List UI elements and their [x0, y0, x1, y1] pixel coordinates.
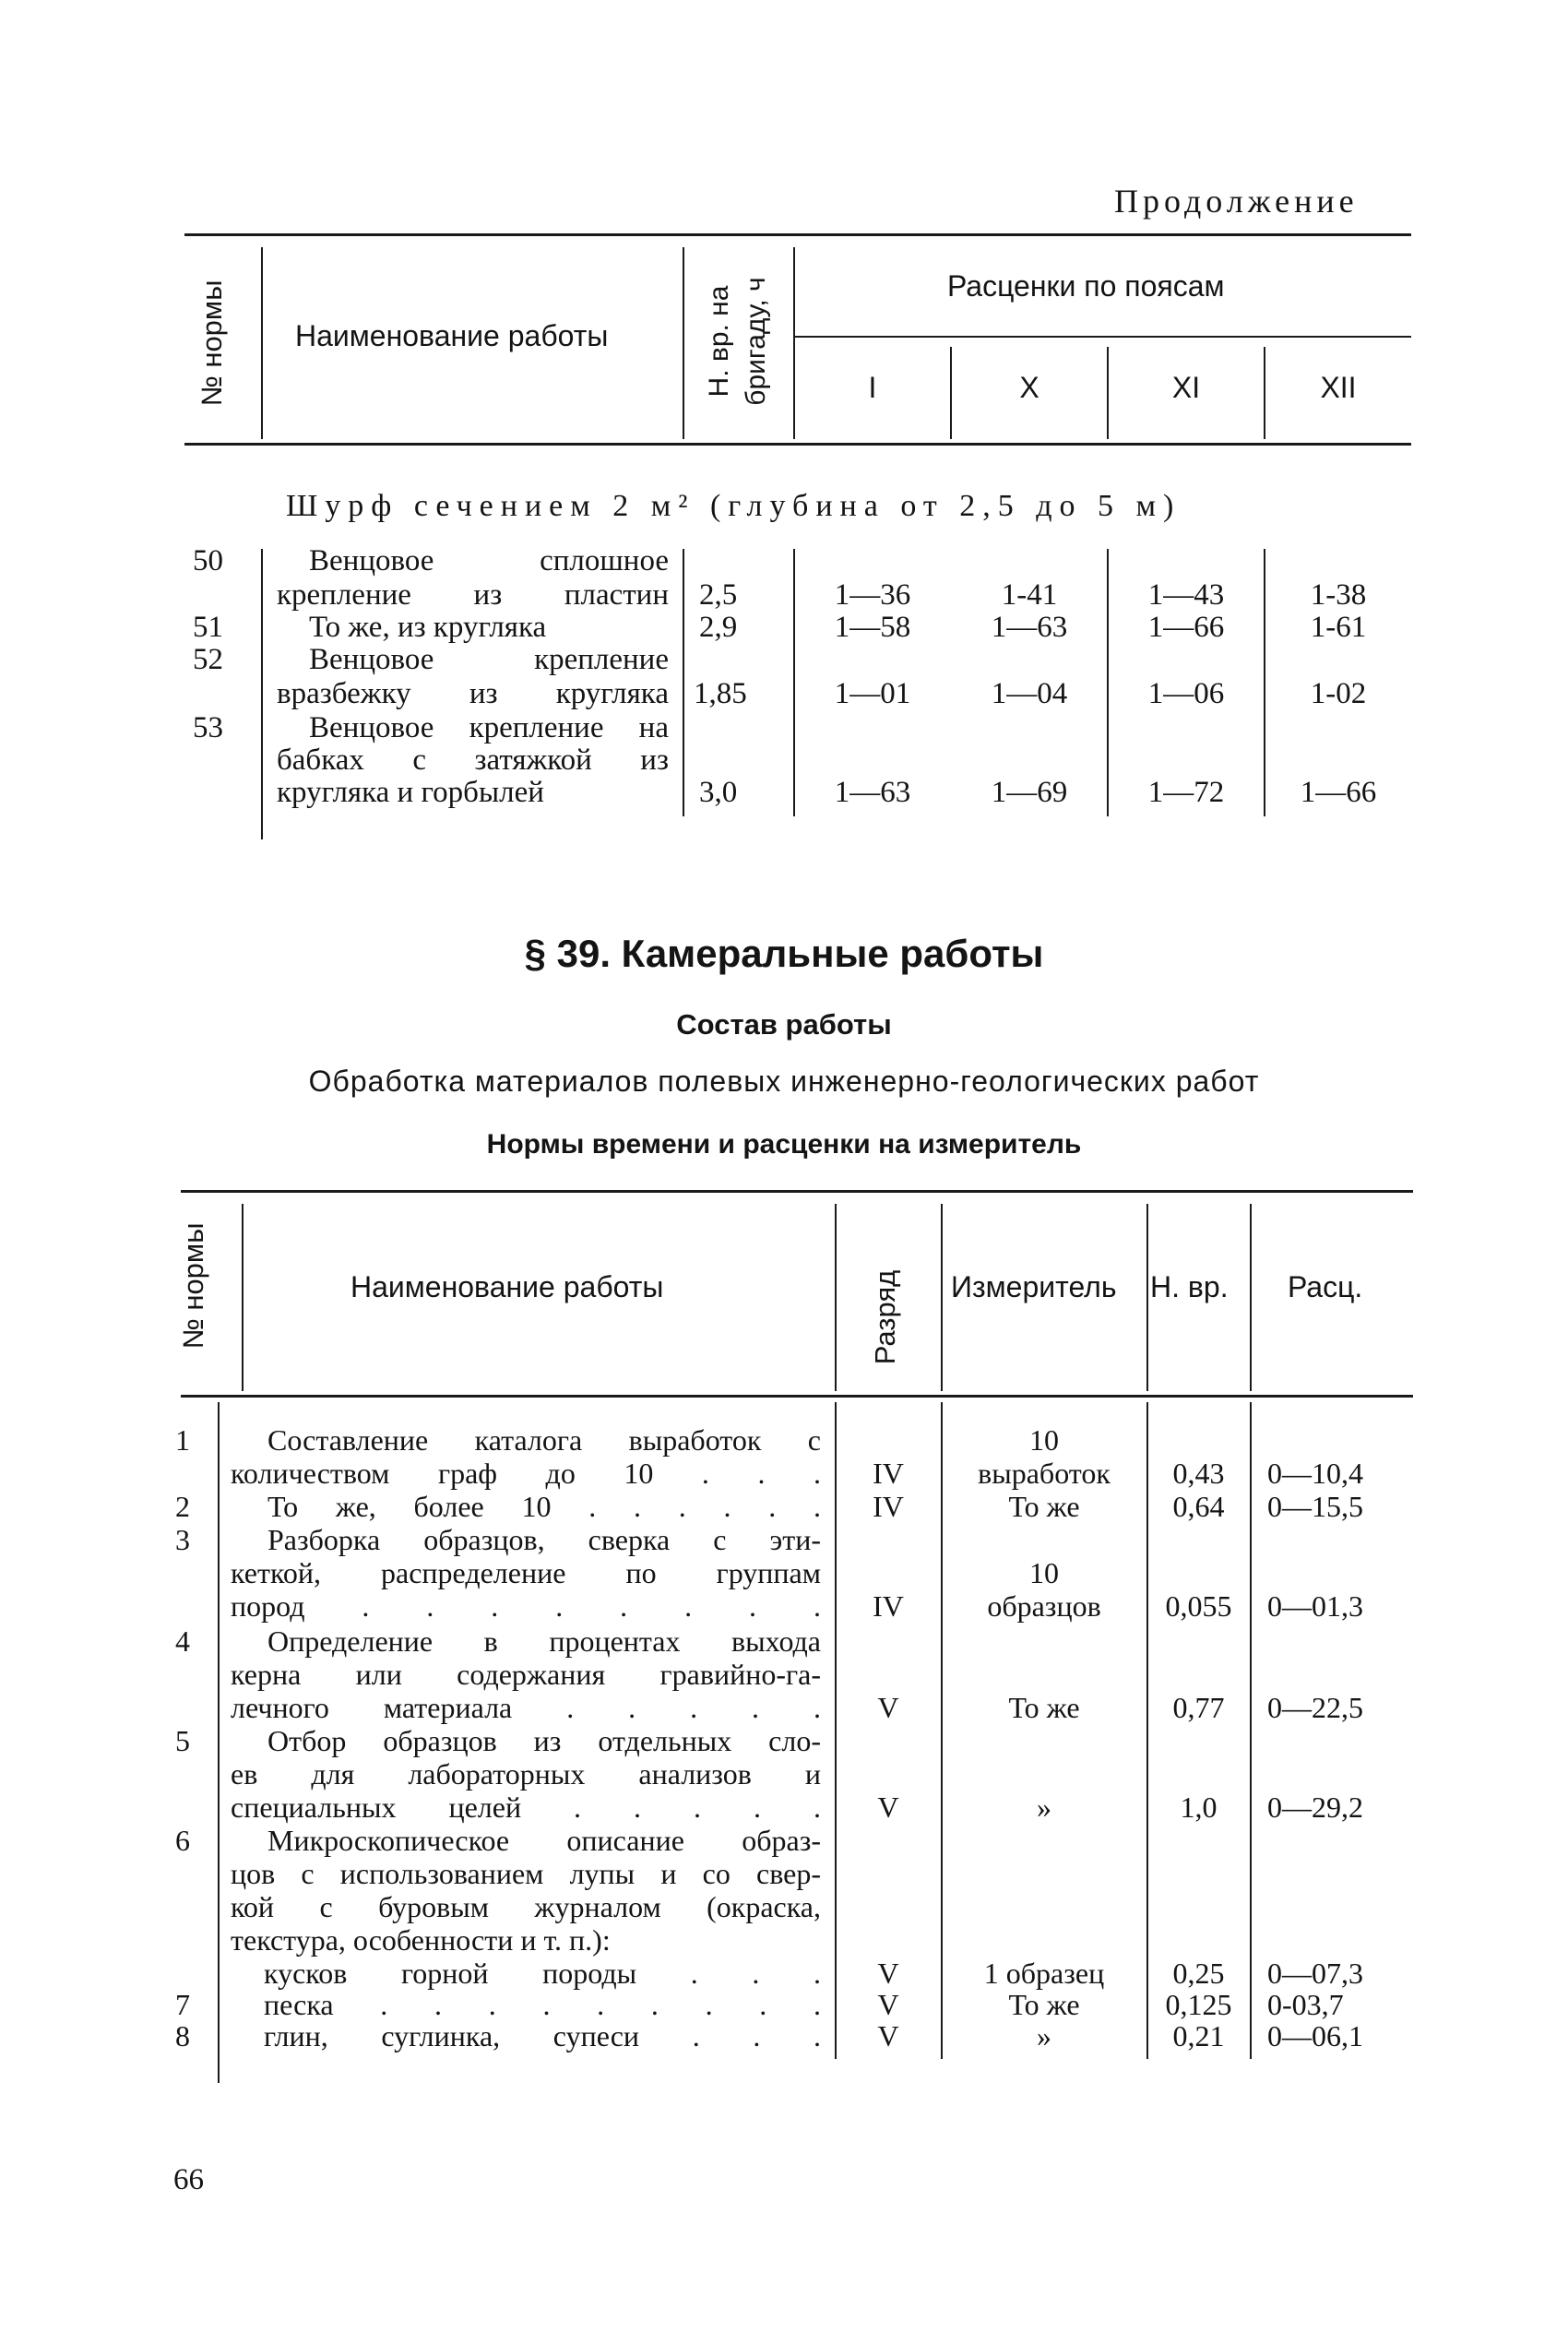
row-unit-line: »	[1037, 2019, 1051, 2052]
row-name-line: Разборка образцов, сверка с эти-	[267, 1523, 821, 1556]
section-subtitle: Состав работы	[676, 1008, 892, 1041]
table1-header-divider	[793, 247, 795, 439]
row-num: 52	[193, 643, 223, 676]
table1-header-name: Наименование работы	[295, 319, 609, 352]
row-time: 0,125	[1165, 1988, 1232, 2021]
row-num: 53	[193, 711, 223, 744]
row-name-line: ев для лабораторных анализов и	[231, 1757, 821, 1791]
row-time: 0,21	[1172, 2019, 1225, 2052]
row-unit-line: »	[1037, 1791, 1051, 1824]
table2-body-divider	[835, 1402, 837, 2059]
row-time: 1,85	[694, 677, 747, 710]
row-name-line: Венцовое крепление	[309, 643, 669, 676]
section-title: § 39. Камеральные работы	[524, 932, 1044, 975]
row-rate-12: 1-38	[1310, 578, 1367, 612]
row-name-line: глин, суглинка, супеси . . .	[264, 2019, 821, 2052]
row-unit-line: образцов	[987, 1589, 1101, 1623]
row-name-line: вразбежку из кругляка	[277, 677, 669, 710]
row-num: 50	[193, 544, 223, 577]
row-time: 0,77	[1172, 1691, 1225, 1724]
row-time: 3,0	[699, 776, 738, 809]
row-num: 6	[175, 1824, 190, 1857]
row-name-line: кругляка и горбылей	[277, 776, 544, 809]
table1-header-divider	[261, 247, 263, 439]
row-rate-10: 1-41	[1001, 578, 1058, 612]
table2-header-divider	[242, 1204, 244, 1391]
row-rate-1: 1—63	[834, 776, 911, 809]
table1-header-divider	[1107, 347, 1109, 439]
row-unit-line: выработок	[978, 1457, 1111, 1490]
row-num: 7	[175, 1988, 190, 2021]
table1-header-zone-1: I	[868, 371, 877, 404]
table2-header-divider	[1250, 1204, 1252, 1391]
row-name-line: специальных целей . . . . .	[231, 1791, 821, 1824]
table1-header-bottom-rule	[184, 443, 1411, 446]
row-rate: 0—10,4	[1267, 1457, 1363, 1490]
row-grade: IV	[873, 1457, 904, 1490]
row-name-line: Венцовое крепление на	[309, 711, 669, 744]
row-unit-line: То же	[1008, 1490, 1080, 1523]
table1-header-divider	[683, 247, 684, 439]
row-grade: IV	[873, 1589, 904, 1623]
table2-header-divider	[1146, 1204, 1148, 1391]
row-time: 0,43	[1172, 1457, 1225, 1490]
row-rate-12: 1-02	[1310, 677, 1367, 710]
row-rate-11: 1—43	[1147, 578, 1225, 612]
norms-title: Нормы времени и расценки на измеритель	[486, 1129, 1082, 1160]
row-name-line: Венцовое сплошное	[309, 544, 669, 577]
table1-subheader-rule	[795, 336, 1411, 338]
row-rate-10: 1—63	[991, 611, 1068, 644]
table2-body-divider	[941, 1402, 943, 2059]
row-grade: IV	[873, 1490, 904, 1523]
row-name-line: керна или содержания гравийно-га-	[231, 1658, 821, 1691]
table1-header-rates-group: Расценки по поясам	[947, 269, 1225, 303]
table1-header-num: № нормы	[196, 280, 228, 407]
continuation-label: Продолжение	[1114, 183, 1359, 220]
table2-header-grade: Разряд	[869, 1269, 901, 1365]
table2-header-bottom-rule	[181, 1395, 1413, 1398]
row-name-line: бабках с затяжкой из	[277, 744, 669, 777]
row-unit-line: 10	[1029, 1556, 1059, 1589]
table1-header-divider	[950, 347, 952, 439]
row-num: 8	[175, 2019, 190, 2052]
row-unit-line: 1 образец	[983, 1957, 1105, 1990]
row-name-line: кеткой, распределение по группам	[231, 1556, 821, 1589]
row-name-line: крепление из пластин	[277, 578, 669, 612]
table1-body-divider	[1264, 549, 1265, 816]
row-time: 0,055	[1165, 1589, 1232, 1623]
row-grade: V	[877, 1691, 899, 1724]
row-grade: V	[877, 1791, 899, 1824]
table1-header-divider	[1264, 347, 1265, 439]
table2-header-divider	[941, 1204, 943, 1391]
table2-header-unit: Измеритель	[951, 1270, 1117, 1303]
row-unit-line: То же	[1008, 1988, 1080, 2021]
row-num: 4	[175, 1624, 190, 1658]
table1-body-divider	[261, 549, 263, 839]
table2-body-divider	[1146, 1402, 1148, 2059]
row-name-line: песка . . . . . . . . .	[264, 1988, 821, 2021]
row-name-line: То же, из кругляка	[309, 611, 547, 644]
row-rate: 0—06,1	[1267, 2019, 1363, 2052]
row-num: 5	[175, 1724, 190, 1757]
row-unit-line: То же	[1008, 1691, 1080, 1724]
row-name-line: кой с буровым журналом (окраска,	[231, 1890, 821, 1923]
row-grade: V	[877, 1988, 899, 2021]
row-time: 1,0	[1180, 1791, 1218, 1824]
row-rate-12: 1—66	[1300, 776, 1377, 809]
row-name-line: цов с использованием лупы и со свер-	[231, 1857, 821, 1890]
page-number: 66	[173, 2163, 204, 2196]
row-name-line: текстура, особенности и т. п.):	[231, 1923, 611, 1957]
table2-header-name: Наименование работы	[350, 1270, 664, 1303]
table2-header-num: № нормы	[177, 1222, 209, 1350]
table1-body-divider	[683, 549, 684, 816]
row-rate-1: 1—01	[834, 677, 911, 710]
row-rate-11: 1—72	[1147, 776, 1225, 809]
row-rate-11: 1—66	[1147, 611, 1225, 644]
table1-body-divider	[793, 549, 795, 816]
row-rate-1: 1—36	[834, 578, 911, 612]
table1-section-title: Шурф сечением 2 м² (глубина от 2,5 до 5 м)	[286, 489, 1182, 523]
row-name-line: То же, более 10 . . . . . .	[267, 1490, 821, 1523]
row-time: 0,64	[1172, 1490, 1225, 1523]
table2-top-rule	[181, 1190, 1413, 1193]
row-num: 1	[175, 1423, 190, 1457]
row-name-line: Определение в процентах выхода	[267, 1624, 821, 1658]
table2-body-divider	[218, 1402, 220, 2083]
table2-header-time: Н. вр.	[1150, 1270, 1229, 1303]
row-name-line: Отбор образцов из отдельных сло-	[267, 1724, 821, 1757]
row-name-line: Микроскопическое описание образ-	[267, 1824, 821, 1857]
row-name-line: количеством граф до 10 . . .	[231, 1457, 821, 1490]
table1-top-rule	[184, 233, 1411, 236]
table2-body-divider	[1250, 1402, 1252, 2059]
row-name-line: кусков горной породы . . .	[264, 1957, 821, 1990]
row-grade: V	[877, 2019, 899, 2052]
row-rate: 0—29,2	[1267, 1791, 1363, 1824]
row-num: 51	[193, 611, 223, 644]
row-rate-12: 1-61	[1310, 611, 1367, 644]
table2-header-rate: Расц.	[1288, 1270, 1363, 1303]
row-grade: V	[877, 1957, 899, 1990]
row-time: 2,5	[699, 578, 738, 612]
row-rate: 0—15,5	[1267, 1490, 1363, 1523]
row-rate-1: 1—58	[834, 611, 911, 644]
row-time: 0,25	[1172, 1957, 1225, 1990]
table1-header-zone-10: X	[1019, 371, 1039, 404]
row-time: 2,9	[699, 611, 738, 644]
row-name-line: Составление каталога выработок с	[267, 1423, 821, 1457]
row-rate: 0-03,7	[1267, 1988, 1344, 2021]
row-rate: 0—01,3	[1267, 1589, 1363, 1623]
table1-header-zone-11: XI	[1171, 371, 1201, 404]
row-name-line: пород . . . . . . . .	[231, 1589, 821, 1623]
row-unit-line: 10	[1029, 1423, 1059, 1457]
table1-header-time-line1: Н. вр. на	[704, 285, 734, 398]
row-num: 3	[175, 1523, 190, 1556]
section-description: Обработка материалов полевых инженерно-геологических работ	[308, 1065, 1260, 1098]
table2-header-divider	[835, 1204, 837, 1391]
row-num: 2	[175, 1490, 190, 1523]
table1-body-divider	[1107, 549, 1109, 816]
table1-header-time-line2: бригаду, ч	[741, 277, 771, 406]
row-name-line: лечного материала . . . . .	[231, 1691, 821, 1724]
row-rate-10: 1—69	[991, 776, 1068, 809]
row-rate: 0—07,3	[1267, 1957, 1363, 1990]
row-rate: 0—22,5	[1267, 1691, 1363, 1724]
row-rate-11: 1—06	[1147, 677, 1225, 710]
row-rate-10: 1—04	[991, 677, 1068, 710]
table1-header-zone-12: XII	[1320, 371, 1357, 404]
